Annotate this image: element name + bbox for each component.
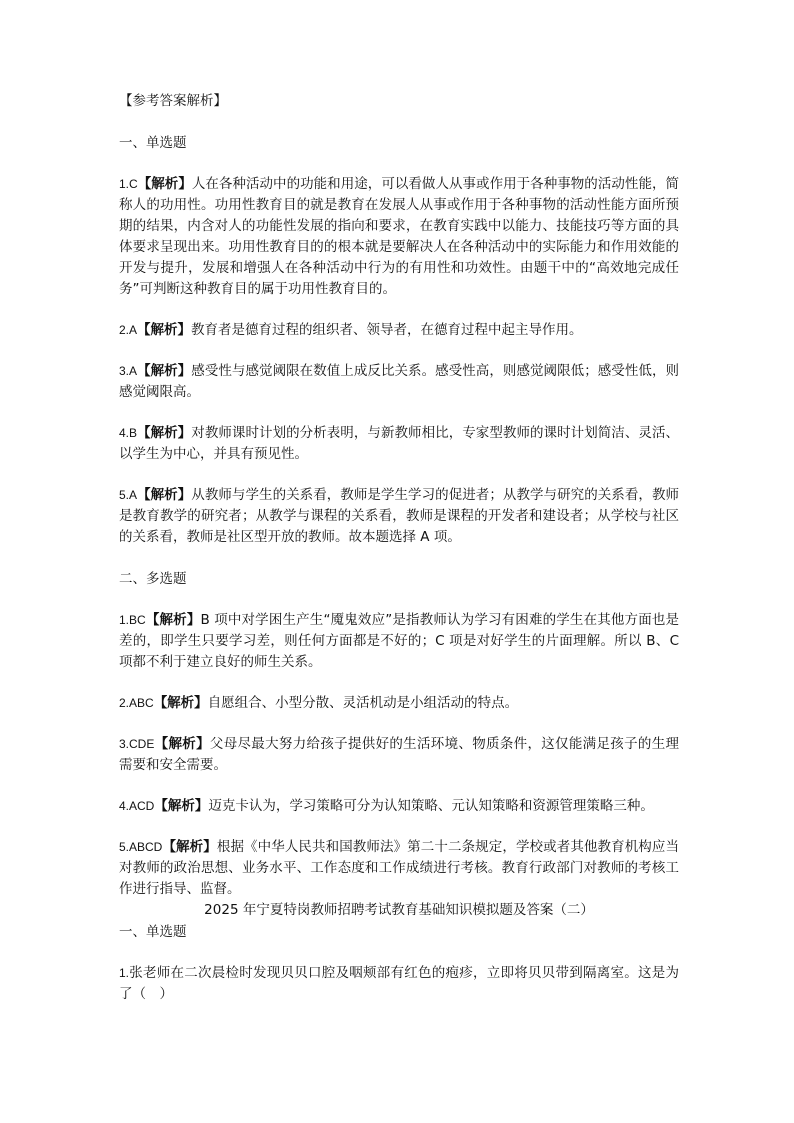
answer-item [119,796,679,817]
question-item [119,963,679,1005]
answer-text: 从教师与学生的关系看，教师是学生学习的促进者；从教学与研究的关系看，教师是教育教学的研究者；从教学与课程的关系看，教师是课程的开发者和建设者；从学校与社区的关系看，教师是社区型开放的教师。故本题选择 A 项。 [119,487,680,545]
answer-title: 【参考答案解析】 [119,93,227,109]
answer-item [119,361,679,403]
answer-text: 对教师课时计划的分析表明，与新教师相比，专家型教师的课时计划简洁、灵活、以学生为中心，并具有预见性。 [119,425,680,462]
answer-number: 5.ABCD [119,840,163,854]
question-number: 1. [119,966,130,980]
answer-text: 自愿组合、小型分散、灵活机动是小组活动的特点。 [207,695,519,711]
answer-number: 1.C [119,177,138,191]
answer-number: 2.ABC [119,696,154,710]
answer-number: 3.CDE [119,737,155,751]
answer-item [119,734,679,776]
analysis-tag: 【解析】 [145,612,201,628]
answer-number: 4.ACD [119,799,155,813]
answer-item [119,837,679,900]
analysis-tag: 【解析】 [153,695,208,711]
answer-number: 5.A [119,488,138,502]
analysis-tag: 【解析】 [137,322,192,338]
analysis-tag: 【解析】 [137,425,192,441]
answer-item [119,610,679,673]
answer-item [119,320,679,341]
analysis-tag: 【解析】 [137,363,192,379]
answer-number: 3.A [119,364,138,378]
answer-number: 1.BC [119,613,146,627]
answer-text: 教育者是德育过程的组织者、领导者，在德育过程中起主导作用。 [191,322,583,338]
answer-text: 人在各种活动中的功能和用途，可以看做人从事或作用于各种事物的活动性能，简称人的功用性。功用性教育目的就是教育在发展人从事或作用于各种事物的活动性能方面所预期的结果，内含对人的功能性发展的指向和要求，在教育实践中以能力、技能技巧等方面的具体要求呈现出来。功用性教育目的的根本就是要解决人在各种活动中的实际能力和作用效能的开发与提升，发展和增强人在各种活动中行为的有用性和功效性。由题干中的“高效地完成任务”可判断这种教育目的属于功用性教育目的。 [119,176,680,297]
analysis-tag: 【解析】 [154,798,209,814]
question-text: 张老师在二次晨检时发现贝贝口腔及咽颊部有红色的疱疹，立即将贝贝带到隔离室。这是为了（ ） [119,965,679,1002]
answer-text: 根据《中华人民共和国教师法》第二十二条规定，学校或者其他教育机构应当对教师的政治思想、业务水平、工作态度和工作成绩进行考核。教育行政部门对教师的考核工作进行指导、监督。 [119,839,680,897]
answer-item [119,423,679,465]
answer-text: 父母尽最大努力给孩子提供好的生活环境、物质条件，这仅能满足孩子的生理需要和安全需要。 [119,736,680,773]
answer-item [119,485,679,548]
analysis-tag: 【解析】 [162,839,217,855]
exam-title: 2025 年宁夏特岗教师招聘考试教育基础知识模拟题及答案（二） [204,902,594,918]
answer-text: 迈克卡认为，学习策略可分为认知策略、元认知策略和资源管理策略三种。 [208,798,654,814]
section-single-choice-title-2: 一、单选题 [119,924,187,940]
answer-number: 4.B [119,426,138,440]
analysis-tag: 【解析】 [154,736,210,752]
answer-item [119,693,679,714]
analysis-tag: 【解析】 [137,176,192,192]
answer-text: 感受性与感觉阈限在数值上成反比关系。感受性高，则感觉阈限低；感受性低，则感觉阈限高。 [119,363,680,400]
analysis-tag: 【解析】 [137,487,192,503]
document-content [119,90,679,1005]
answer-text: B 项中对学困生产生“魇鬼效应”是指教师认为学习有困难的学生在其他方面也是差的，即学生只要学习差，则任何方面都是不好的；C 项是对好学生的片面理解。所以 B、C 项都不利于建立良好的师生关系。 [119,612,680,670]
section-single-choice-title: 一、单选题 [119,135,187,151]
answer-item [119,174,679,300]
section-multi-choice-title: 二、多选题 [119,571,187,587]
answer-number: 2.A [119,323,138,337]
